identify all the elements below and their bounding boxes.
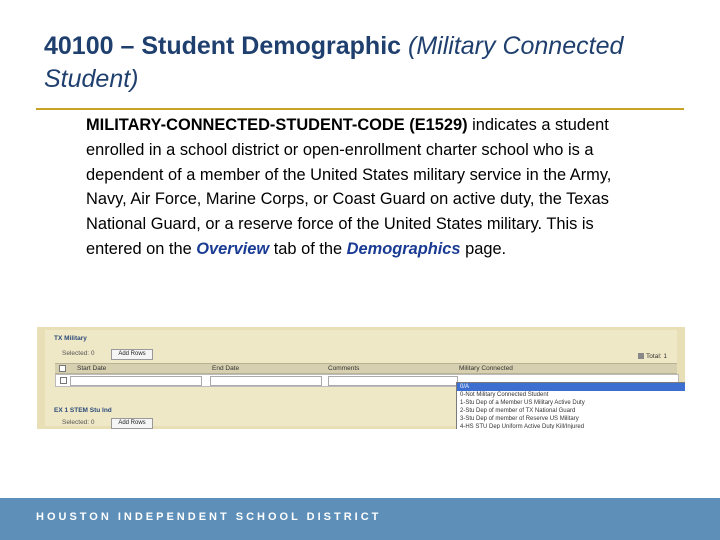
dropdown-option[interactable]: 4-HS STU Dep Uniform Active Duty Kill/Injured <box>460 424 585 429</box>
comments-input[interactable] <box>328 376 458 386</box>
screenshot-panel <box>45 330 677 429</box>
total-count-label: Total: 1 <box>646 353 667 360</box>
end-date-input[interactable] <box>210 376 322 386</box>
tx-military-section-title: TX Military <box>54 335 87 342</box>
dropdown-option[interactable]: 2-Stu Dep of member of TX National Guard <box>460 408 576 414</box>
add-rows-button[interactable]: Add Rows <box>111 349 153 360</box>
dropdown-option[interactable]: 1-Stu Dep of a Member US Military Active Duty <box>460 400 585 406</box>
select-all-checkbox[interactable] <box>59 365 66 372</box>
demographics-page-reference: Demographics <box>346 239 461 258</box>
grid-icon <box>638 353 644 359</box>
slide-title <box>44 30 694 96</box>
description-text-3: page. <box>465 239 507 258</box>
description-text-2: tab of the <box>273 239 343 258</box>
selected-count-label: Selected: 0 <box>62 350 95 357</box>
column-header-comments[interactable]: Comments <box>328 365 360 372</box>
column-header-start-date[interactable]: Start Date <box>77 365 107 372</box>
military-connected-dropdown[interactable] <box>456 382 685 429</box>
table-header <box>55 363 677 374</box>
description-paragraph <box>86 113 646 262</box>
selected-count-label-2: Selected: 0 <box>62 419 95 426</box>
row-checkbox[interactable] <box>60 377 67 384</box>
add-rows-button-2[interactable]: Add Rows <box>111 418 153 429</box>
stem-section-title: EX 1 STEM Stu Ind <box>54 407 112 414</box>
title-divider <box>36 108 684 110</box>
description-text: indicates a student enrolled in a school district or open-enrollment charter school who is a dependent of a member of the United States military service in the Army, Navy, Air Force, Marine Corps, or Coast Guard on active duty, the Texas National Guard, or a reserve force of the United States military. This is entered on the <box>86 116 612 258</box>
total-count <box>638 353 667 360</box>
start-date-input[interactable] <box>70 376 202 386</box>
slide-title-subtitle: (Military Connected Student) <box>44 32 624 93</box>
slide-title-main: 40100 – Student Demographic <box>44 32 402 60</box>
dropdown-option[interactable]: 3-Stu Dep of member of Reserve US Military <box>460 416 579 422</box>
column-header-end-date[interactable]: End Date <box>212 365 240 372</box>
dropdown-option[interactable]: 0-Not Military Connected Student <box>460 392 549 398</box>
column-header-military-connected[interactable]: Military Connected <box>459 365 513 372</box>
embedded-screenshot <box>37 327 685 429</box>
dropdown-option[interactable]: 0/A <box>457 383 685 391</box>
footer-district-name: HOUSTON INDEPENDENT SCHOOL DISTRICT <box>36 511 382 523</box>
overview-tab-reference: Overview <box>196 239 270 258</box>
field-code-term: MILITARY-CONNECTED-STUDENT-CODE (E1529) <box>86 116 468 134</box>
footer-bar <box>0 498 720 540</box>
